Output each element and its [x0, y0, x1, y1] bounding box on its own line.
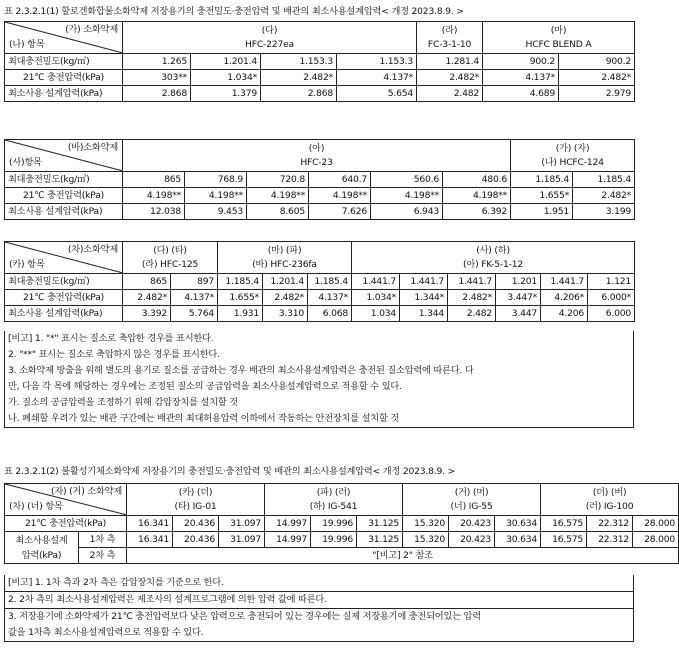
table-cell: 865 [123, 172, 185, 188]
table-cell: 900.2 [559, 54, 635, 70]
table-cell: 900.2 [483, 54, 559, 70]
table-cell: 1.441.7 [352, 274, 400, 290]
table-row [5, 306, 635, 322]
table4 [4, 483, 679, 564]
table-cell: 2.482* [263, 290, 308, 306]
table3-header-agent: (차)소화약제 [67, 244, 118, 255]
table-cell: 4.198** [185, 188, 247, 204]
table-cell: 1.931 [218, 306, 263, 322]
table-cell: 6.392 [443, 204, 511, 220]
note-line: [비고] 1. "*" 표시는 질소로 축압한 경우를 표시한다. [8, 333, 214, 344]
table-cell: 28.000 [633, 532, 679, 548]
table-cell: 4.198** [123, 188, 185, 204]
table-cell: 720.8 [247, 172, 309, 188]
table-cell: 4.137* [483, 70, 559, 86]
table-cell: 1.201.4 [263, 274, 308, 290]
note-line: 값을 1차측 최소사용설계압력으로 적용할 수 있다. [8, 627, 204, 638]
table-cell: 3.447 [496, 306, 541, 322]
table-cell: 1.034* [352, 290, 400, 306]
table3-header-item: (카) 항목 [9, 259, 45, 270]
table3-group-fk5112: (사) (하) (아) FK-5-1-12 [352, 242, 635, 274]
table-cell: 1.185.4 [308, 274, 352, 290]
table-cell: 22.312 [587, 516, 633, 532]
table-cell: 12.038 [123, 204, 185, 220]
table-cell: 1.441.7 [400, 274, 448, 290]
table-cell: 3.392 [123, 306, 171, 322]
table-cell: 4.198** [443, 188, 511, 204]
table-cell: 19.996 [311, 516, 357, 532]
table-cell: 768.9 [185, 172, 247, 188]
table-cell: 1.379 [191, 86, 261, 102]
table-cell: 28.000 [633, 516, 679, 532]
table-cell: 897 [171, 274, 218, 290]
table-cell: 2.482* [559, 70, 635, 86]
table-cell: 20.436 [173, 516, 219, 532]
table2-corner-header [5, 140, 123, 172]
table-cell: 31.125 [357, 516, 403, 532]
table-cell: 3.199 [573, 204, 635, 220]
table-cell: 1.655* [511, 188, 573, 204]
table-cell: 1.185.4 [511, 172, 573, 188]
row-label-design-pressure [5, 532, 79, 564]
table1-group-fc3110: (라) FC-3-1-10 [417, 22, 483, 54]
table1-group-hfc227ea: (다) HFC-227ea [123, 22, 417, 54]
table-row [5, 516, 679, 532]
secondary-side-note: "[비고] 2" 참조 [127, 548, 679, 564]
table3-group-hfc125: (다) (타) (라) HFC-125 [123, 242, 218, 274]
table-cell: 2.482* [573, 188, 635, 204]
table-cell: 16.575 [541, 516, 587, 532]
table-cell: 1.121 [588, 274, 635, 290]
table-row [5, 532, 679, 548]
table3-notes [4, 331, 634, 428]
table2 [4, 139, 635, 220]
row-label-design-pressure: 최소사용 설계압력(kPa) [5, 204, 123, 220]
table-cell: 30.634 [495, 532, 541, 548]
table-cell: 1.344* [400, 290, 448, 306]
note-line: 3. 저장용기에 소화약제가 21℃ 충전압력보다 낮은 압력으로 충전되어 있는 경우에는 실제 저장용기에 충전되어있는 압력 [5, 608, 633, 625]
table-cell: 2.482* [123, 290, 171, 306]
note-line: 3. 소화약제 방출을 위해 별도의 용기로 질소를 공급하는 경우 배관의 최소사용설계압력은 충전된 질소압력에 따른다. 다 [8, 365, 474, 376]
table-cell: 1.034 [352, 306, 400, 322]
table-cell: 7.626 [309, 204, 371, 220]
row-label-design-pressure: 최소사용 설계압력(kPa) [5, 306, 123, 322]
table-row [5, 172, 635, 188]
table-cell: 6.000 [588, 306, 635, 322]
row-label-density: 최대충전밀도(kg/㎥) [5, 172, 123, 188]
table-cell: 20.436 [173, 532, 219, 548]
row-label-pressure: 21℃ 충전압력(kPa) [5, 188, 123, 204]
table-cell: 1.951 [511, 204, 573, 220]
table-row [5, 548, 679, 564]
table-cell: 1.441.7 [448, 274, 496, 290]
note-line: 가. 질소의 공급압력을 조정하기 위해 감압장치를 설치할 것 [8, 397, 238, 408]
table-cell: 1.441.7 [541, 274, 588, 290]
table-cell: 4.198** [247, 188, 309, 204]
table-cell: 2.482* [261, 70, 337, 86]
table-cell: 1.153.3 [337, 54, 417, 70]
table-cell: 4.137* [337, 70, 417, 86]
table-cell: 1.655* [218, 290, 263, 306]
table-cell: 9.453 [185, 204, 247, 220]
table-cell: 31.125 [357, 532, 403, 548]
table1-group-hcfc-blend-a: (마) HCFC BLEND A [483, 22, 635, 54]
table4-corner-header [5, 484, 127, 516]
table-cell: 2.482 [417, 86, 483, 102]
row-label-density: 최대충전밀도(kg/㎥) [5, 54, 123, 70]
table-cell: 16.575 [541, 532, 587, 548]
table-cell: 480.6 [443, 172, 511, 188]
table-cell: 4.206* [541, 290, 588, 306]
table-cell: 6.000* [588, 290, 635, 306]
table-cell: 2.979 [559, 86, 635, 102]
table-cell: 1.201.4 [191, 54, 261, 70]
table-cell: 640.7 [309, 172, 371, 188]
table-cell: 20.423 [449, 532, 495, 548]
table-cell: 4.206 [541, 306, 588, 322]
table-cell: 16.341 [127, 532, 173, 548]
table-cell: 1.281.4 [417, 54, 483, 70]
table4-notes [4, 575, 634, 642]
table2-group-hfc23: (아) HFC-23 [123, 140, 511, 172]
table4-group-ig55: (거) (머) (너) IG-55 [403, 484, 541, 516]
table-cell: 16.341 [127, 516, 173, 532]
table-cell: 303** [123, 70, 191, 86]
table-row [5, 204, 635, 220]
table-cell: 19.996 [311, 532, 357, 548]
table2-group-hcfc124: (가) (자) (나) HCFC-124 [511, 140, 635, 172]
table-cell: 1.185.4 [218, 274, 263, 290]
side-label-secondary: 2차 측 [79, 548, 127, 564]
table-cell: 2.868 [123, 86, 191, 102]
table-row [5, 290, 635, 306]
table4-group-ig541: (파) (러) (하) IG-541 [265, 484, 403, 516]
note-line: 만, 다음 각 목에 해당하는 경우에는 조정된 질소의 공급압력을 최소사용설계압력으로 적용할 수 있다. [8, 381, 402, 392]
table-cell: 15.320 [403, 516, 449, 532]
table-cell: 1.344 [400, 306, 448, 322]
table-cell: 30.634 [495, 516, 541, 532]
table-cell: 1.185.4 [573, 172, 635, 188]
table1-corner-header [5, 22, 123, 54]
table-cell: 1.153.3 [261, 54, 337, 70]
table-cell: 14.997 [265, 516, 311, 532]
table1 [4, 21, 635, 102]
row-label-density: 최대충전밀도(kg/㎥) [5, 274, 123, 290]
table3 [4, 241, 635, 322]
table-row [5, 274, 635, 290]
table-cell: 865 [123, 274, 171, 290]
row-label-part: 압력(kPa) [21, 549, 62, 561]
note-line: [비고] 1. 1차 측과 2차 측은 감압장치를 기준으로 한다. [8, 577, 224, 588]
table-cell: 2.482* [417, 70, 483, 86]
note-line: 나. 폐쇄할 우려가 있는 배관 구간에는 배관의 최대허용압력 이하에서 작동하는 안전장치를 설치할 것 [8, 413, 400, 424]
table-row [5, 70, 635, 86]
table2-header-agent: (바)소화약제 [67, 142, 118, 153]
table-cell: 2.482 [448, 306, 496, 322]
table3-group-hfc236fa: (마) (파) (바) HFC-236fa [218, 242, 352, 274]
row-label-pressure: 21℃ 충전압력(kPa) [5, 516, 127, 532]
table-cell: 2.868 [261, 86, 337, 102]
note-line: 2. 2차 측의 최소사용설계압력은 제조사의 설계프로그램에 의한 압력 값에 따른다. [5, 591, 633, 608]
table1-header-agent: (가) 소화약제 [65, 24, 118, 35]
table4-group-ig100: (더) (버) (러) IG-100 [541, 484, 679, 516]
table-cell: 4.137* [308, 290, 352, 306]
table-cell: 560.6 [371, 172, 443, 188]
table4-caption: 표 2.3.2.1(2) 불활성기체소화약제 저장용기의 충전밀도·충전압력 및 배관의 최소사용설계압력< 개정 2023.8.9. > [4, 466, 456, 477]
table4-header-agent: (자) (거) 소화약제 [50, 486, 122, 497]
row-label-design-pressure: 최소사용 설계압력(kPa) [5, 86, 123, 102]
table-cell: 3.447* [496, 290, 541, 306]
table1-caption: 표 2.3.2.1(1) 할로겐화합물소화약제 저장용기의 충전밀도·충전압력 및 배관의 최소사용설계압력< 개정 2023.8.9. > [4, 6, 464, 17]
table-cell: 1.034* [191, 70, 261, 86]
table-cell: 14.997 [265, 532, 311, 548]
table-cell: 8.605 [247, 204, 309, 220]
table-cell: 1.265 [123, 54, 191, 70]
table-cell: 6.943 [371, 204, 443, 220]
side-label-primary: 1차 측 [79, 532, 127, 548]
table-cell: 1.201 [496, 274, 541, 290]
table4-group-ig01: (카) (더) (타) IG-01 [127, 484, 265, 516]
table3-corner-header [5, 242, 123, 274]
table-cell: 22.312 [587, 532, 633, 548]
table-cell: 20.423 [449, 516, 495, 532]
table4-header-item: (차) (너) 항목 [9, 501, 63, 512]
row-label-pressure: 21℃ 충전압력(kPa) [5, 290, 123, 306]
row-label-part: 최소사용설계 [15, 534, 68, 546]
table-cell: 6.068 [308, 306, 352, 322]
table-cell: 4.137* [171, 290, 218, 306]
table-cell: 2.482* [448, 290, 496, 306]
table-row [5, 86, 635, 102]
table-cell: 31.097 [219, 516, 265, 532]
table-row [5, 54, 635, 70]
table-cell: 31.097 [219, 532, 265, 548]
table-cell: 4.689 [483, 86, 559, 102]
table-cell: 4.198** [371, 188, 443, 204]
table-cell: 15.320 [403, 532, 449, 548]
table-row [5, 188, 635, 204]
table-cell: 5.654 [337, 86, 417, 102]
table-cell: 5.764 [171, 306, 218, 322]
table2-header-item: (사)항목 [9, 157, 42, 168]
table-cell: 3.310 [263, 306, 308, 322]
table1-header-item: (나) 항목 [9, 39, 45, 50]
table-cell: 4.198** [309, 188, 371, 204]
row-label-pressure: 21℃ 충전압력(kPa) [5, 70, 123, 86]
note-line: 2. "**" 표시는 질소로 축압하지 않은 경우를 표시한다. [8, 349, 220, 360]
